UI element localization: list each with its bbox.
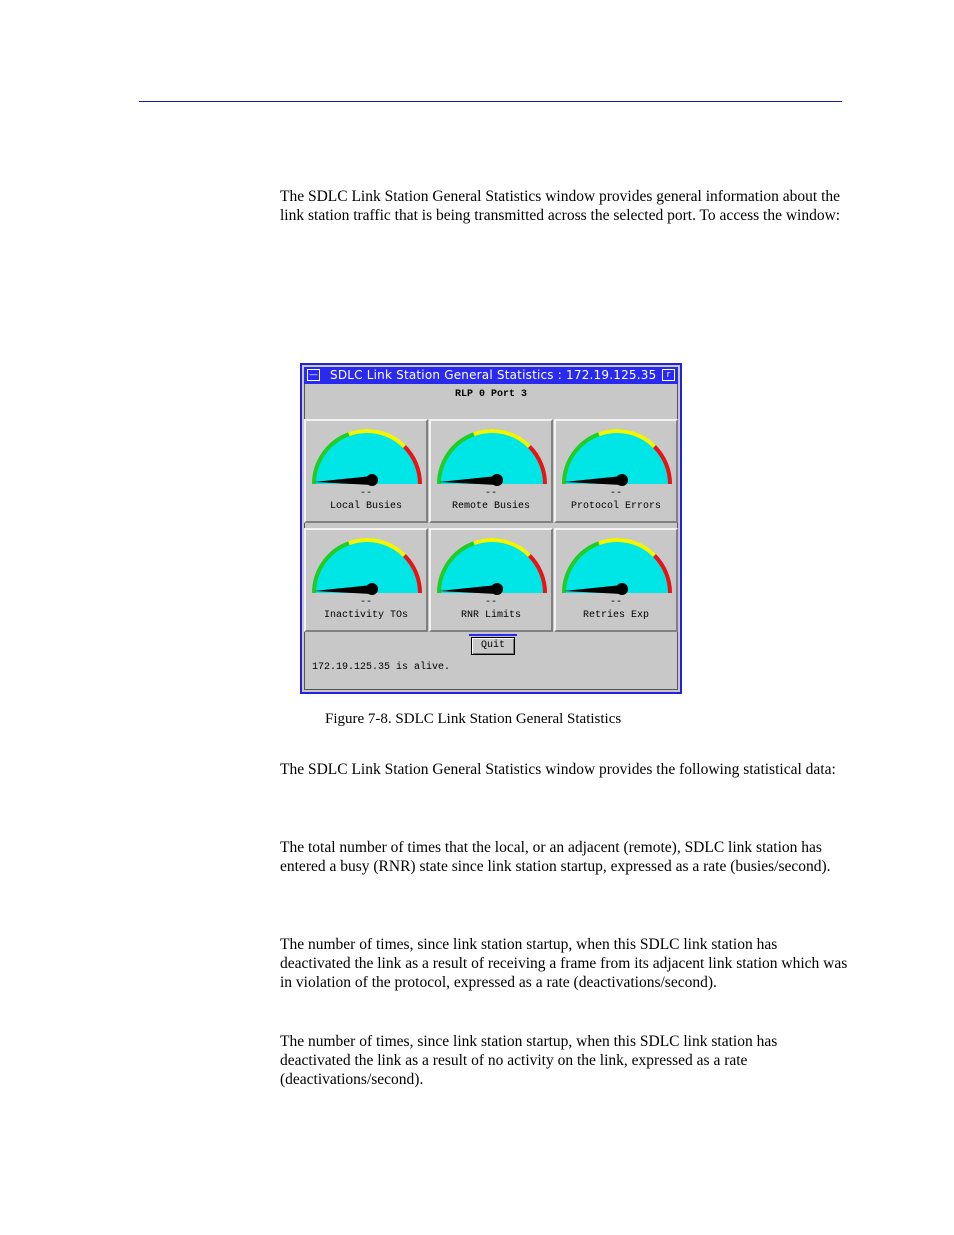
- gauge-value: --: [359, 488, 372, 499]
- gauge-label: RNR Limits: [460, 610, 521, 621]
- gauge-panel-inactivity-tos: [304, 528, 428, 632]
- gauge-icon: [557, 532, 677, 596]
- window-titlebar[interactable]: [304, 367, 678, 384]
- gauge-face: [437, 538, 547, 593]
- busies-description: The total number of times that the local, or an adjacent (remote), SDLC link station has entered a busy (RNR) state since link station startup, expressed as a rate (busies/second).: [280, 839, 831, 875]
- gauge-label: Inactivity TOs: [323, 610, 408, 621]
- gauge-value: --: [484, 488, 497, 499]
- quit-button[interactable]: Quit: [471, 637, 515, 655]
- gauge-label: Protocol Errors: [570, 501, 661, 512]
- header-rule: [139, 101, 842, 102]
- gauge-icon: [307, 532, 427, 596]
- gauge-face: [437, 429, 547, 484]
- window-menu-button[interactable]: —: [309, 370, 318, 380]
- gauge-label: Retries Exp: [582, 610, 649, 621]
- gauge-icon: [432, 532, 552, 596]
- figure-caption: Figure 7-8. SDLC Link Station General Statistics: [325, 711, 622, 727]
- stats-intro-paragraph: The SDLC Link Station General Statistics window provides the following statistical data:: [280, 761, 836, 778]
- window-resize-button[interactable]: r: [662, 369, 675, 381]
- gauge-value: --: [609, 597, 622, 608]
- gauge-panel-protocol-errors: [554, 419, 678, 523]
- quit-focus-indicator: [469, 634, 517, 636]
- gauge-label: Local Busies: [329, 501, 402, 512]
- gauge-hub: [616, 583, 628, 595]
- gauge-icon: [432, 423, 552, 487]
- gauge-face: [562, 429, 672, 484]
- gauge-panel-retries-exp: [554, 528, 678, 632]
- intro-paragraph: The SDLC Link Station General Statistics window provides general information about the link station traffic that is being transmitted across the selected port. To access the window:: [280, 188, 841, 224]
- statistics-window: [300, 363, 682, 694]
- gauge-value: --: [484, 597, 497, 608]
- gauge-panel-rnr-limits: [429, 528, 553, 632]
- gauge-icon: [307, 423, 427, 487]
- gauge-panel-local-busies: [304, 419, 428, 523]
- gauge-value: --: [609, 488, 622, 499]
- gauge-label: Remote Busies: [451, 501, 530, 512]
- gauge-hub: [491, 583, 503, 595]
- gauge-hub: [491, 474, 503, 486]
- status-message: 172.19.125.35 is alive.: [312, 662, 451, 673]
- gauge-hub: [366, 583, 378, 595]
- gauge-face: [562, 538, 672, 593]
- gauge-icon: [557, 423, 677, 487]
- gauge-panel-remote-busies: [429, 419, 553, 523]
- gauge-hub: [366, 474, 378, 486]
- gauge-hub: [616, 474, 628, 486]
- protocol-errors-description: The number of times, since link station startup, when this SDLC link station has deactivated the link as a result of receiving a frame from its adjacent link station which was in violation of the protocol, expressed as a rate (deactivations/second).: [280, 936, 848, 991]
- window-title: SDLC Link Station General Statistics : 172.19.125.35: [330, 368, 657, 382]
- gauge-face: [312, 429, 422, 484]
- inactivity-description: The number of times, since link station startup, when this SDLC link station has deactivated the link as a result of no activity on the link, expressed as a rate (deactivations/second).: [280, 1033, 778, 1088]
- gauge-value: --: [359, 597, 372, 608]
- port-subtitle: RLP 0 Port 3: [454, 389, 527, 400]
- gauge-face: [312, 538, 422, 593]
